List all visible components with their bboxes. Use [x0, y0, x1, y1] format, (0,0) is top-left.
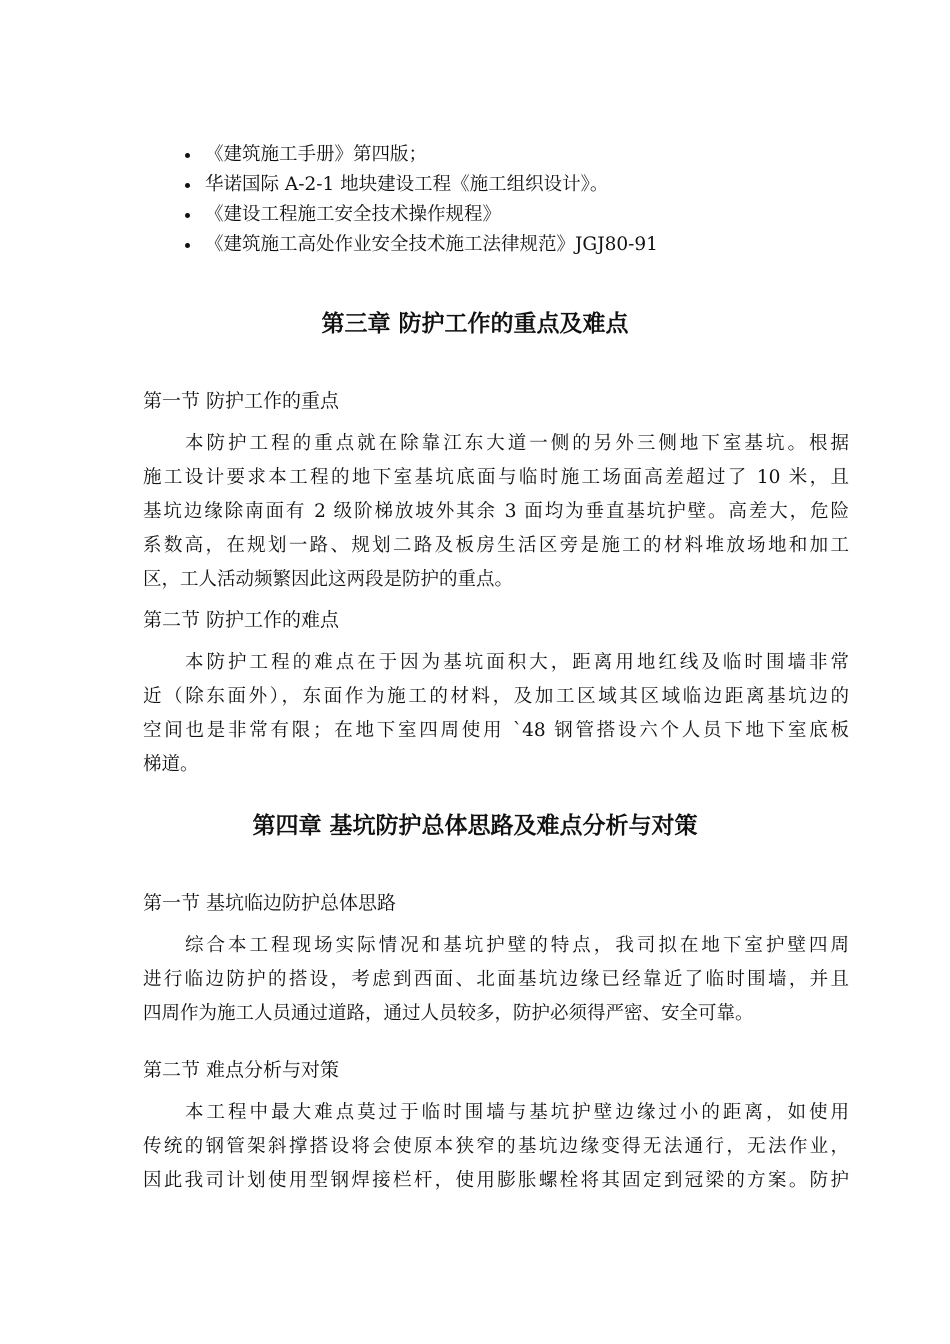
paragraph-line: 因此我司计划使用型钢焊接栏杆，使用膨胀螺栓将其固定到冠梁的方案。防护 — [143, 1170, 849, 1191]
paragraph-line: 施工设计要求本工程的地下室基坑底面与临时施工场面高差超过了 10 米，且 — [143, 467, 849, 488]
paragraph-line: 近（除东面外），东面作为施工的材料，及加工区域其区域临边距离基坑边的 — [143, 686, 849, 707]
chapter-3-section-1-paragraph — [143, 427, 849, 597]
bullet-icon — [185, 213, 190, 218]
paragraph-line: 梯道。 — [143, 754, 199, 775]
paragraph-line: 进行临边防护的搭设，考虑到西面、北面基坑边缘已经靠近了临时围墙，并且 — [143, 969, 849, 990]
chapter-4-section-2-title: 第二节 难点分析与对策 — [143, 1059, 340, 1081]
chapter-4-section-2-paragraph — [143, 1096, 849, 1198]
chapter-4-section-1-title: 第一节 基坑临边防护总体思路 — [143, 892, 397, 914]
paragraph-line: 本防护工程的重点就在除靠江东大道一侧的另外三侧地下室基坑。根据 — [185, 433, 849, 454]
bullet-icon — [185, 243, 190, 248]
reference-item: 《建设工程施工安全技术操作规程》 — [183, 200, 863, 230]
chapter-3-section-2-title: 第二节 防护工作的难点 — [143, 609, 340, 631]
chapter-4-title: 第四章 基坑防护总体思路及难点分析与对策 — [252, 813, 698, 839]
paragraph-line: 本防护工程的难点在于因为基坑面积大，距离用地红线及临时围墙非常 — [185, 652, 849, 673]
reference-item: 《建筑施工高处作业安全技术施工法律规范》JGJ80-91 — [183, 230, 863, 260]
paragraph-line: 本工程中最大难点莫过于临时围墙与基坑护壁边缘过小的距离，如使用 — [185, 1102, 849, 1123]
bullet-icon — [185, 153, 190, 158]
paragraph-line: 四周作为施工人员通过道路，通过人员较多，防护必须得严密、安全可靠。 — [143, 1003, 754, 1024]
reference-item: 华诺国际 A-2-1 地块建设工程《施工组织设计》。 — [183, 170, 863, 200]
chapter-4-section-1-paragraph — [143, 929, 849, 1031]
chapter-3-section-1-title: 第一节 防护工作的重点 — [143, 390, 340, 412]
paragraph-line: 系数高，在规划一路、规划二路及板房生活区旁是施工的材料堆放场地和加工 — [143, 535, 849, 556]
paragraph-line: 区，工人活动频繁因此这两段是防护的重点。 — [143, 569, 514, 590]
reference-item: 《建筑施工手册》第四版； — [183, 140, 863, 170]
chapter-3-title: 第三章 防护工作的重点及难点 — [321, 311, 629, 337]
paragraph-line: 综合本工程现场实际情况和基坑护壁的特点，我司拟在地下室护壁四周 — [185, 935, 849, 956]
reference-list — [183, 140, 863, 260]
paragraph-line: 空间也是非常有限；在地下室四周使用 `48 钢管搭设六个人员下地下室底板 — [143, 720, 849, 741]
paragraph-line: 基坑边缘除南面有 2 级阶梯放坡外其余 3 面均为垂直基坑护壁。高差大，危险 — [143, 501, 849, 522]
chapter-3-section-2-paragraph — [143, 646, 849, 782]
paragraph-line: 传统的钢管架斜撑搭设将会使原本狭窄的基坑边缘变得无法通行，无法作业， — [143, 1136, 849, 1157]
bullet-icon — [185, 183, 190, 188]
